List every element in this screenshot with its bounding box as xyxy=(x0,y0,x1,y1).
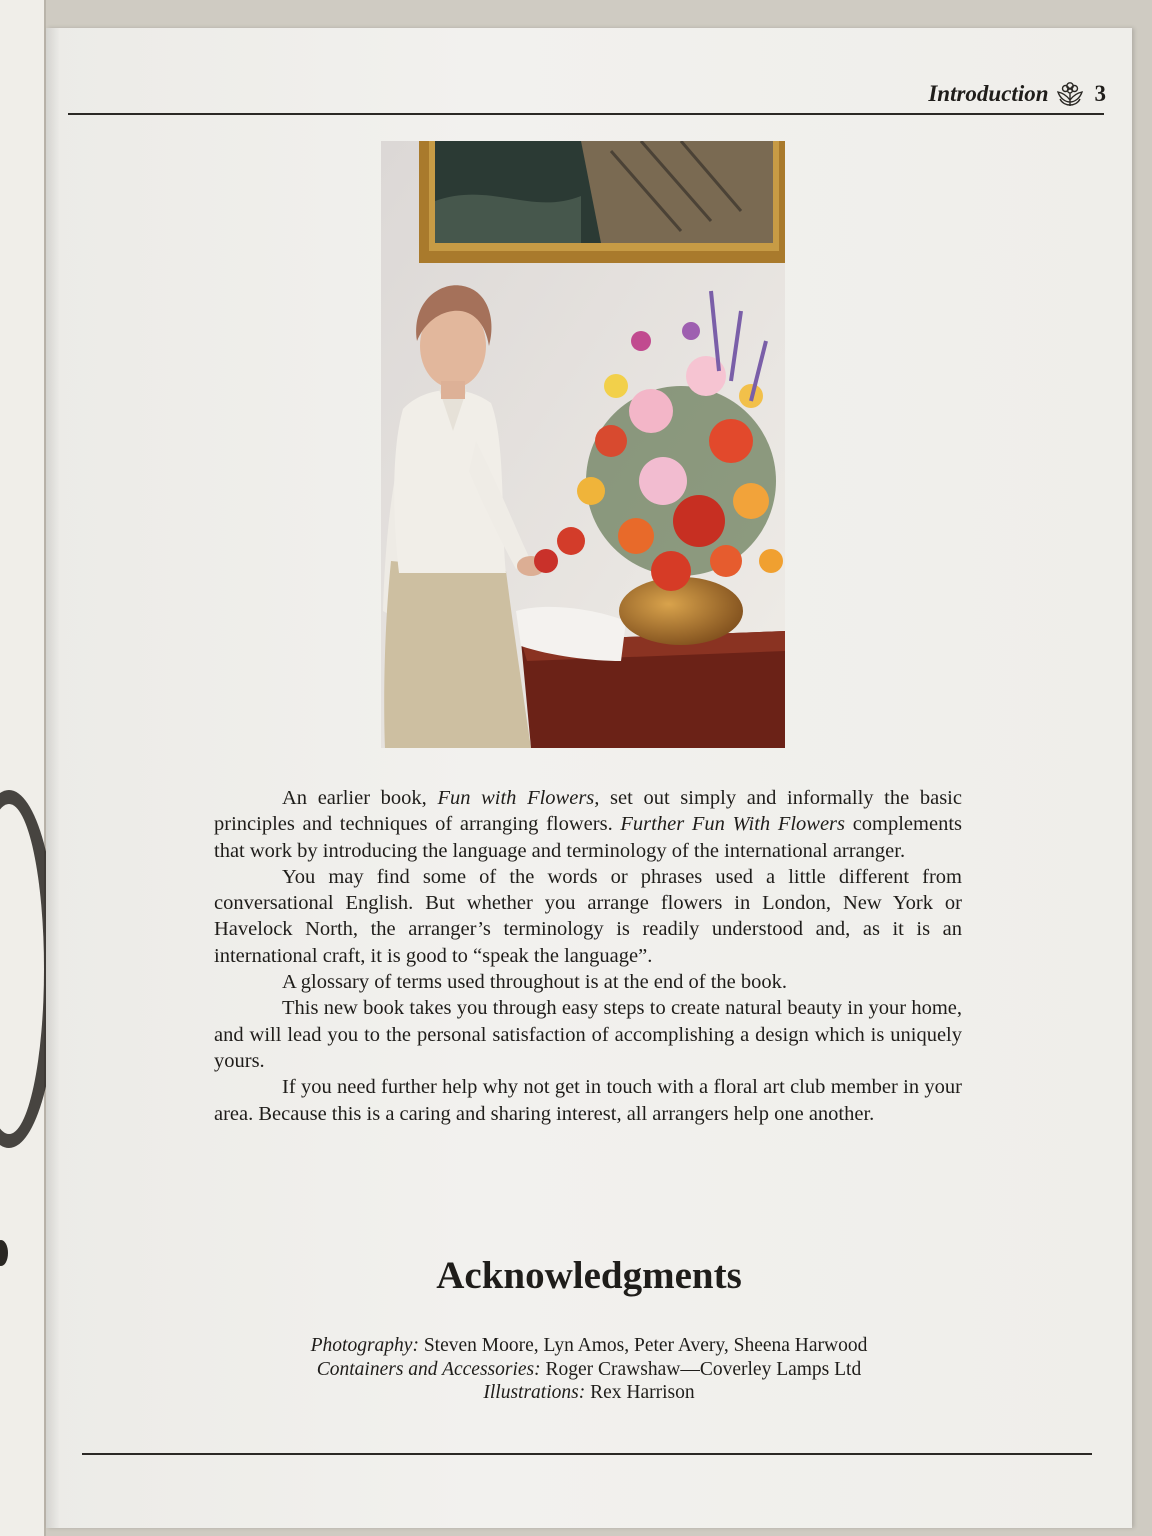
book-title-fun-with-flowers: Fun with Flowers, xyxy=(437,787,600,809)
acknowledgments-heading: Acknowledgments xyxy=(436,1254,742,1297)
running-header xyxy=(928,80,1106,108)
credit-illustrations xyxy=(46,1381,1132,1405)
credit-names: Rex Harrison xyxy=(585,1382,695,1403)
book-page xyxy=(46,28,1132,1528)
p1-text-e: complements that work by introducing the language and terminology of the international arranger. xyxy=(214,813,962,862)
footer-rule xyxy=(82,1453,1092,1455)
intro-paragraph-3: A glossary of terms used throughout is at the end of the book. xyxy=(282,971,788,994)
credit-names: Roger Crawshaw—Coverley Lamps Ltd xyxy=(540,1358,862,1380)
header-rule xyxy=(68,113,1104,115)
credit-names: Steven Moore, Lyn Amos, Peter Avery, Sheena Harwood xyxy=(418,1335,868,1356)
credit-role: Photography: xyxy=(310,1335,419,1356)
acknowledgments-credits xyxy=(46,1334,1132,1405)
section-title: Introduction xyxy=(928,81,1049,106)
credit-role: Containers and Accessories: xyxy=(316,1358,541,1380)
intro-paragraph-4: This new book takes you through easy steps to create natural beauty in your home, and will lead you to the personal satisfaction of accomplishing a design which is uniquely yours. xyxy=(214,997,962,1072)
credit-photography xyxy=(46,1334,1132,1358)
credit-containers xyxy=(46,1358,1132,1382)
spine-shadow xyxy=(46,28,60,1528)
page-number: 3 xyxy=(1094,81,1106,106)
previous-page-edge xyxy=(0,0,46,1536)
intro-paragraph-2: You may find some of the words or phrases used a little different from conversational English. But whether you arrange flowers in London, New York or Havelock North, the arranger’s terminology is readily understood and, as it is an international craft, it is good to “speak the language”. xyxy=(214,865,962,967)
previous-page-mark xyxy=(0,1240,8,1266)
woman-arranging-flowers-photo xyxy=(381,141,785,748)
intro-paragraph-1 xyxy=(214,785,962,864)
introduction-text xyxy=(214,785,962,1127)
p1-text-a: An earlier book, xyxy=(282,787,438,809)
p1-text-c: set out simply and informally the basic principles and techniques of arranging flowers. xyxy=(214,787,962,836)
credit-role: Illustrations: xyxy=(483,1382,586,1403)
book-title-further-fun: Further Fun With Flowers xyxy=(620,813,846,836)
intro-paragraph-5: If you need further help why not get in touch with a floral art club member in your area. Because this is a caring and sharing interest, all arrangers help one another. xyxy=(214,1076,962,1125)
flower-icon xyxy=(1055,80,1085,108)
